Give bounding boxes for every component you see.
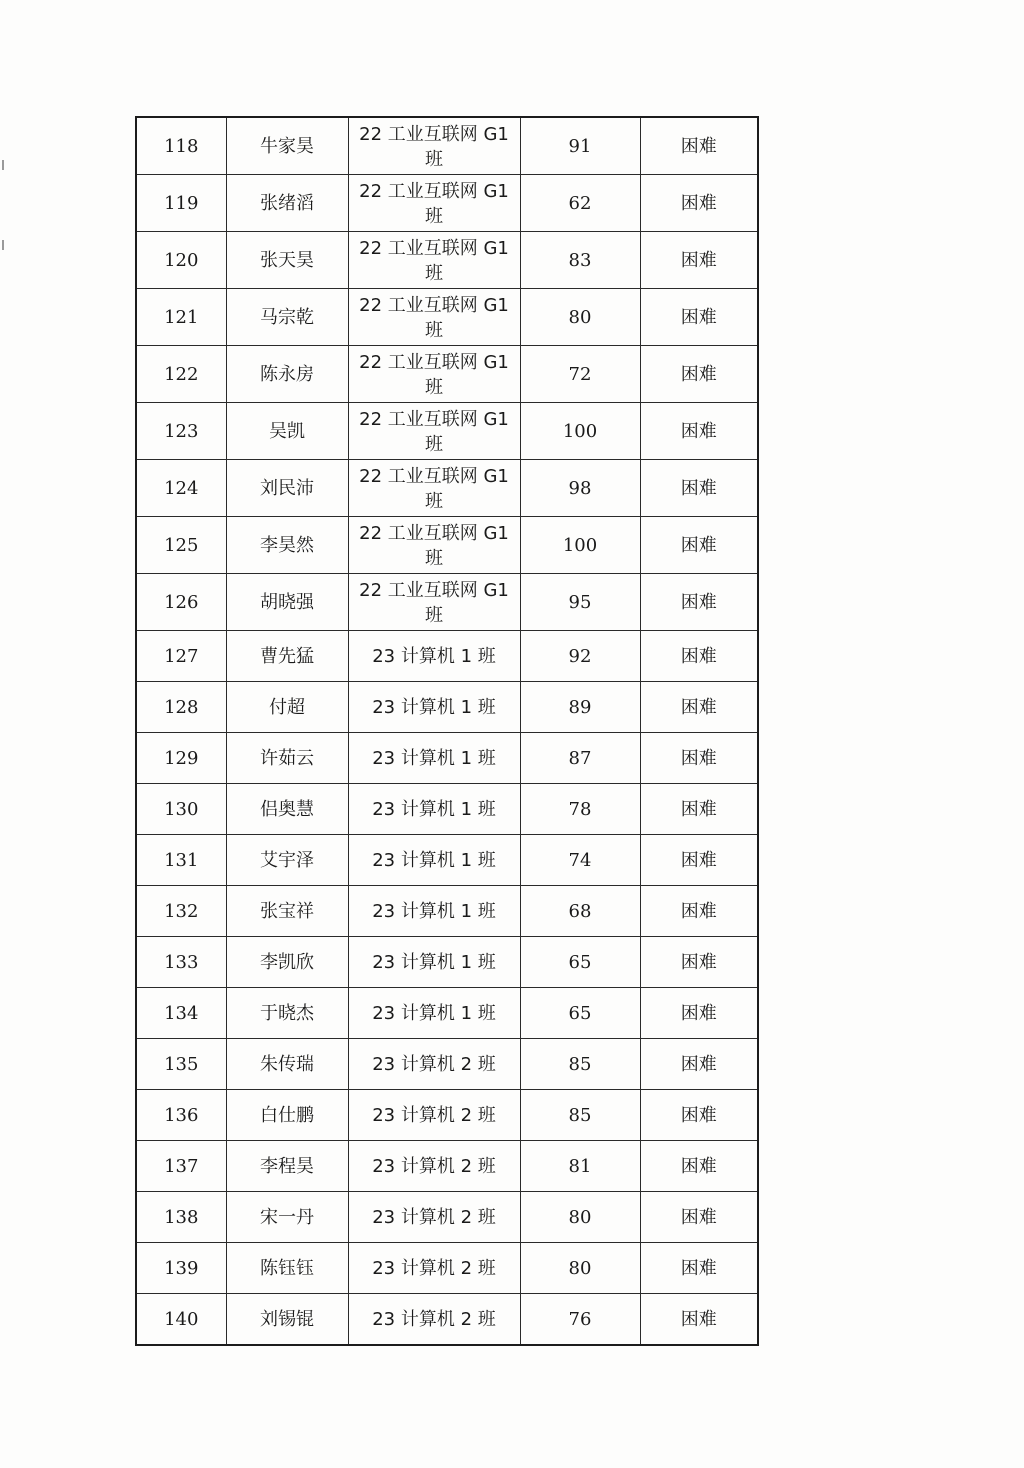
table-row <box>136 346 758 403</box>
score: 78 <box>520 784 640 835</box>
level: 困难 <box>640 886 758 937</box>
student-name: 张绪滔 <box>226 175 348 232</box>
score: 81 <box>520 1141 640 1192</box>
table-row <box>136 937 758 988</box>
level: 困难 <box>640 1243 758 1294</box>
scan-mark <box>2 160 4 170</box>
class-name: 23 计算机 2 班 <box>348 1192 520 1243</box>
level: 困难 <box>640 460 758 517</box>
row-number: 133 <box>136 937 226 988</box>
table-row <box>136 1294 758 1346</box>
table-row <box>136 289 758 346</box>
table-row <box>136 403 758 460</box>
score: 98 <box>520 460 640 517</box>
student-name: 李凯欣 <box>226 937 348 988</box>
score: 100 <box>520 403 640 460</box>
row-number: 125 <box>136 517 226 574</box>
score: 72 <box>520 346 640 403</box>
student-name: 张宝祥 <box>226 886 348 937</box>
score: 89 <box>520 682 640 733</box>
class-name: 23 计算机 1 班 <box>348 937 520 988</box>
class-name: 23 计算机 1 班 <box>348 631 520 682</box>
student-name: 侣奥慧 <box>226 784 348 835</box>
row-number: 127 <box>136 631 226 682</box>
student-name: 付超 <box>226 682 348 733</box>
class-name: 22 工业互联网 G1 班 <box>348 403 520 460</box>
score: 74 <box>520 835 640 886</box>
score: 95 <box>520 574 640 631</box>
class-name: 23 计算机 1 班 <box>348 682 520 733</box>
level: 困难 <box>640 289 758 346</box>
row-number: 134 <box>136 988 226 1039</box>
scan-mark <box>2 240 4 250</box>
table-row <box>136 682 758 733</box>
level: 困难 <box>640 835 758 886</box>
roster-body <box>136 117 758 1345</box>
student-name: 于晓杰 <box>226 988 348 1039</box>
student-name: 李程昊 <box>226 1141 348 1192</box>
table-row <box>136 835 758 886</box>
table-row <box>136 631 758 682</box>
score: 85 <box>520 1090 640 1141</box>
row-number: 136 <box>136 1090 226 1141</box>
score: 91 <box>520 117 640 175</box>
table-row <box>136 784 758 835</box>
class-name: 23 计算机 2 班 <box>348 1294 520 1346</box>
table-row <box>136 232 758 289</box>
class-name: 23 计算机 1 班 <box>348 886 520 937</box>
score: 62 <box>520 175 640 232</box>
score: 83 <box>520 232 640 289</box>
level: 困难 <box>640 1141 758 1192</box>
row-number: 140 <box>136 1294 226 1346</box>
class-name: 22 工业互联网 G1 班 <box>348 175 520 232</box>
class-name: 22 工业互联网 G1 班 <box>348 517 520 574</box>
score: 87 <box>520 733 640 784</box>
row-number: 138 <box>136 1192 226 1243</box>
row-number: 128 <box>136 682 226 733</box>
score: 65 <box>520 937 640 988</box>
class-name: 22 工业互联网 G1 班 <box>348 232 520 289</box>
score: 80 <box>520 1243 640 1294</box>
class-name: 22 工业互联网 G1 班 <box>348 289 520 346</box>
level: 困难 <box>640 784 758 835</box>
score: 65 <box>520 988 640 1039</box>
table-row <box>136 1141 758 1192</box>
class-name: 23 计算机 1 班 <box>348 784 520 835</box>
class-name: 23 计算机 1 班 <box>348 835 520 886</box>
level: 困难 <box>640 682 758 733</box>
student-name: 刘锡锟 <box>226 1294 348 1346</box>
table-row <box>136 1243 758 1294</box>
level: 困难 <box>640 346 758 403</box>
level: 困难 <box>640 117 758 175</box>
row-number: 118 <box>136 117 226 175</box>
score: 68 <box>520 886 640 937</box>
level: 困难 <box>640 1090 758 1141</box>
student-name: 马宗乾 <box>226 289 348 346</box>
score: 100 <box>520 517 640 574</box>
row-number: 121 <box>136 289 226 346</box>
level: 困难 <box>640 937 758 988</box>
table-row <box>136 574 758 631</box>
score: 85 <box>520 1039 640 1090</box>
level: 困难 <box>640 733 758 784</box>
student-roster-table <box>135 116 759 1346</box>
table-row <box>136 1039 758 1090</box>
table-row <box>136 117 758 175</box>
level: 困难 <box>640 403 758 460</box>
row-number: 119 <box>136 175 226 232</box>
student-name: 吴凯 <box>226 403 348 460</box>
student-name: 陈永房 <box>226 346 348 403</box>
table-row <box>136 517 758 574</box>
row-number: 132 <box>136 886 226 937</box>
row-number: 122 <box>136 346 226 403</box>
class-name: 23 计算机 2 班 <box>348 1141 520 1192</box>
row-number: 126 <box>136 574 226 631</box>
row-number: 137 <box>136 1141 226 1192</box>
row-number: 120 <box>136 232 226 289</box>
class-name: 22 工业互联网 G1 班 <box>348 346 520 403</box>
table-row <box>136 733 758 784</box>
level: 困难 <box>640 1294 758 1346</box>
student-name: 胡晓强 <box>226 574 348 631</box>
level: 困难 <box>640 232 758 289</box>
score: 80 <box>520 289 640 346</box>
table-row <box>136 886 758 937</box>
class-name: 23 计算机 1 班 <box>348 733 520 784</box>
student-name: 朱传瑞 <box>226 1039 348 1090</box>
scan-margin-marks <box>2 160 5 340</box>
score: 80 <box>520 1192 640 1243</box>
student-name: 白仕鹏 <box>226 1090 348 1141</box>
student-name: 李昊然 <box>226 517 348 574</box>
table-row <box>136 988 758 1039</box>
level: 困难 <box>640 988 758 1039</box>
class-name: 23 计算机 2 班 <box>348 1243 520 1294</box>
row-number: 130 <box>136 784 226 835</box>
level: 困难 <box>640 574 758 631</box>
level: 困难 <box>640 1039 758 1090</box>
student-name: 宋一丹 <box>226 1192 348 1243</box>
row-number: 123 <box>136 403 226 460</box>
row-number: 131 <box>136 835 226 886</box>
student-name: 刘民沛 <box>226 460 348 517</box>
student-name: 陈钰钰 <box>226 1243 348 1294</box>
row-number: 135 <box>136 1039 226 1090</box>
table-row <box>136 460 758 517</box>
row-number: 139 <box>136 1243 226 1294</box>
class-name: 22 工业互联网 G1 班 <box>348 574 520 631</box>
class-name: 22 工业互联网 G1 班 <box>348 460 520 517</box>
student-name: 牛家昊 <box>226 117 348 175</box>
student-name: 艾宇泽 <box>226 835 348 886</box>
student-name: 曹先猛 <box>226 631 348 682</box>
level: 困难 <box>640 517 758 574</box>
class-name: 23 计算机 1 班 <box>348 988 520 1039</box>
class-name: 23 计算机 2 班 <box>348 1039 520 1090</box>
level: 困难 <box>640 175 758 232</box>
class-name: 23 计算机 2 班 <box>348 1090 520 1141</box>
score: 76 <box>520 1294 640 1346</box>
score: 92 <box>520 631 640 682</box>
row-number: 129 <box>136 733 226 784</box>
class-name: 22 工业互联网 G1 班 <box>348 117 520 175</box>
level: 困难 <box>640 631 758 682</box>
student-name: 张天昊 <box>226 232 348 289</box>
table-row <box>136 1090 758 1141</box>
row-number: 124 <box>136 460 226 517</box>
table-row <box>136 175 758 232</box>
table-row <box>136 1192 758 1243</box>
level: 困难 <box>640 1192 758 1243</box>
student-name: 许茹云 <box>226 733 348 784</box>
